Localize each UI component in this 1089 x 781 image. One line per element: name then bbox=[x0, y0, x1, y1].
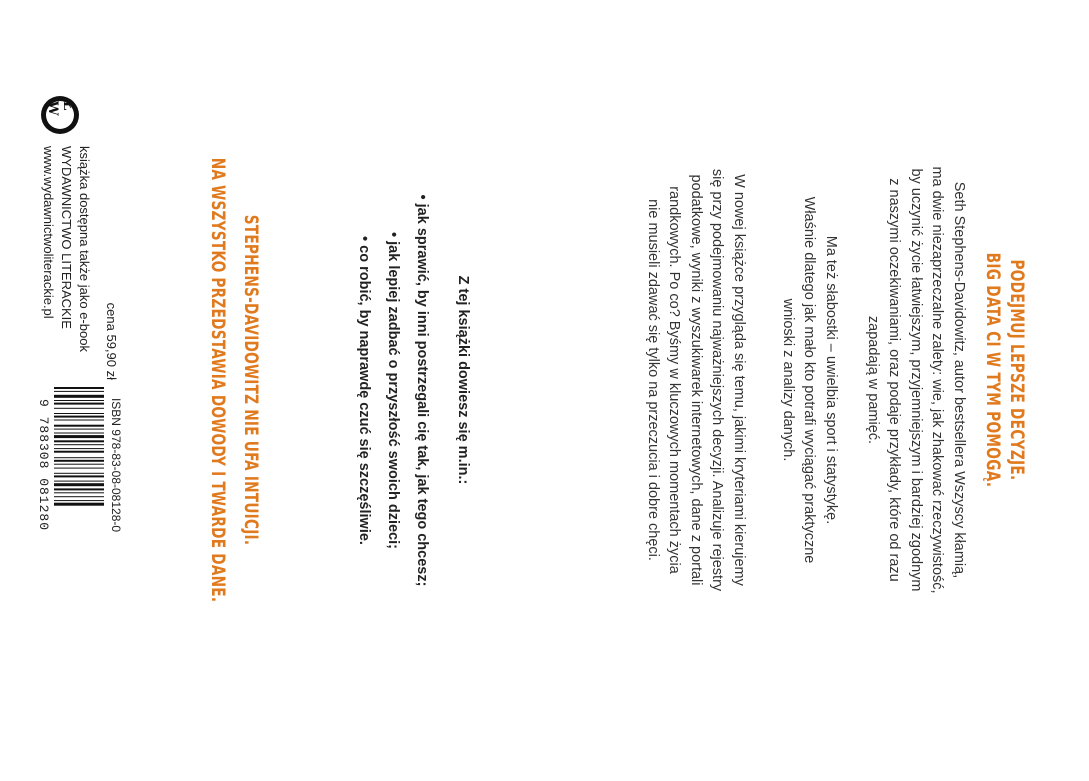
intro-line: z naszymi oczekiwaniami, oraz podaje przykłady, które od razu bbox=[886, 178, 903, 582]
weakness-paragraph bbox=[777, 80, 842, 680]
intro-line: ma dwie niezaprzeczalne zalety: wie, jak zhakować rzeczywistość, bbox=[929, 166, 946, 594]
publisher-info bbox=[39, 146, 93, 386]
barcode-bars bbox=[54, 385, 104, 545]
weakness-line: Ma też słabostki – uwielbia sport i statystykę. bbox=[823, 235, 839, 525]
tagline-line-2: NA WSZYSTKO PRZEDSTAWIA DOWODY I TWARDE DANE. bbox=[207, 157, 229, 603]
description-line: W nowej książce przygląda się temu, jakimi kryteriami kierujemy bbox=[731, 174, 747, 586]
headline-line-1: PODEJMUJ LEPSZE DECYZJE. bbox=[1006, 259, 1028, 481]
barcode bbox=[36, 385, 123, 545]
description-line: nie musieli zdawać się tylko na przeczucia i dobre chęci. bbox=[645, 199, 661, 561]
learn-heading: Z tej książki dowiesz się m.in.: bbox=[455, 275, 471, 485]
headline-line-2: BIG DATA CI W TYM POMOGĄ. bbox=[982, 252, 1004, 488]
price: cena 59,90 zł bbox=[104, 302, 119, 380]
weakness-line: Właśnie dlatego jak mało kto potrafi wyciągać praktyczne bbox=[801, 196, 818, 564]
barcode-digits: 9 788308 081280 bbox=[36, 398, 51, 532]
tagline bbox=[201, 60, 267, 700]
headline bbox=[981, 190, 1029, 550]
publisher-url: www.wydawnictwoliterackie.pl bbox=[41, 146, 56, 319]
ebook-note: książka dostępna także jako e-book bbox=[77, 146, 92, 352]
description-line: podatkowe, wyniki z wyszukiwarek internetowych, dane z portali bbox=[688, 174, 704, 586]
learn-item: • jak lepiej zadbać o przyszłość swoich dzieci; bbox=[385, 232, 401, 549]
isbn-label: ISBN 978-83-08-08128-0 bbox=[109, 397, 123, 533]
description-line: randkowych. Po co? Byśmy w kluczowych momentach życia bbox=[666, 186, 683, 574]
intro-line: Seth Stephens-Davidowitz, autor bestsellera Wszyscy kłamią, bbox=[951, 181, 967, 579]
publisher-logo-icon bbox=[41, 96, 79, 134]
description-line: się przy podejmowaniu najważniejszych decyzji. Analizuje rejestry bbox=[709, 168, 726, 592]
tagline-line-1: STEPHENS-DAVIDOWITZ NIE UFA INTUICJI. bbox=[240, 214, 262, 546]
publisher-logo-mark: Ł W bbox=[46, 101, 74, 129]
learn-list bbox=[349, 0, 436, 781]
learn-item: • jak sprawić, by inni postrzegali cię tak, jak tego chcesz; bbox=[414, 194, 430, 587]
book-description bbox=[642, 80, 750, 680]
publisher-name: WYDAWNICTWO LITERACKIE bbox=[59, 146, 74, 329]
weakness-line: wnioski z analizy danych. bbox=[780, 298, 796, 462]
intro-paragraph bbox=[862, 80, 970, 680]
intro-line: zapadają w pamięć. bbox=[865, 315, 881, 445]
intro-line: by uczynić życie łatwiejszym, przyjemniejszym i bardziej zgodnym bbox=[908, 168, 924, 592]
learn-item: • co robić, by naprawdę czuć się szczęśliwie. bbox=[356, 236, 372, 545]
